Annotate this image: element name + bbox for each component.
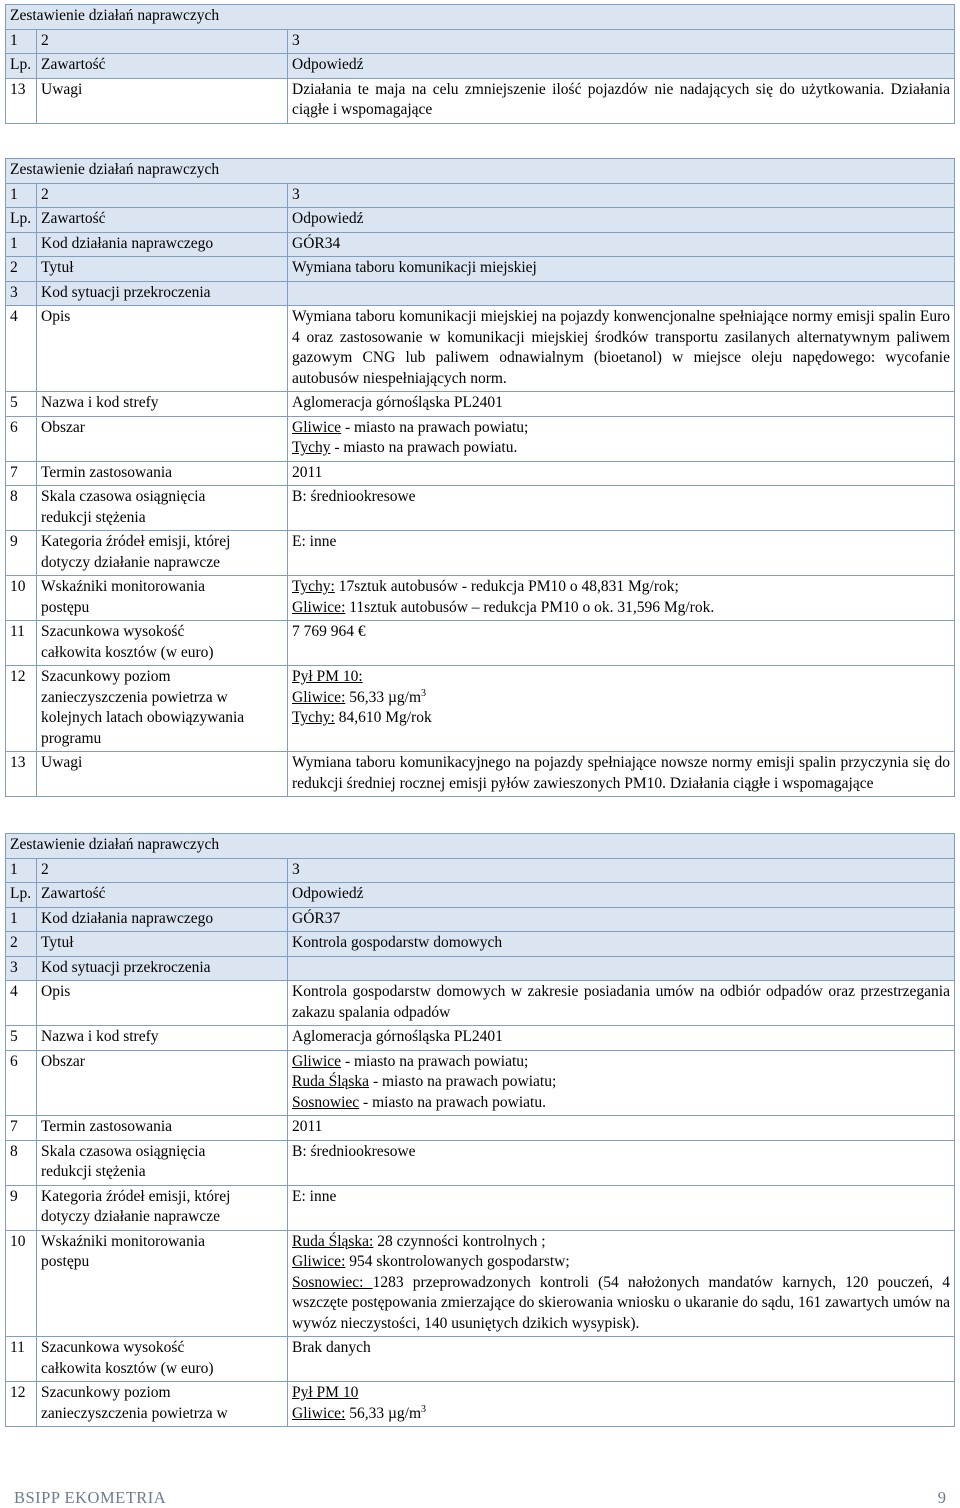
row-value: E: inne <box>288 531 955 576</box>
city-tychy: Tychy: <box>292 709 335 726</box>
label-line: Kategoria źródeł emisji, której <box>41 533 231 550</box>
row-label <box>37 1230 288 1337</box>
label-line: całkowita kosztów (w euro) <box>41 1359 214 1377</box>
row-value: Wymiana taboru komunikacyjnego na pojazdy spełniające nowsze normy emisji spalin przyczynia się do redukcji średniej rocznej emisji pyłów zawieszonych PM10. Działania ciągłe i wspomagające <box>288 752 955 797</box>
page-number: 9 <box>937 1488 946 1507</box>
header-zawartosc: Zawartość <box>37 54 288 79</box>
row-label <box>37 576 288 621</box>
indicator-desc: 1283 przeprowadzonych kontroli (54 nałożonych mandatów karnych, 120 pouczeń, 4 wszczęte postępowania zmierzające do skierowania wniosku o ukaranie do sądu, 161 zawartych umów na wywóz nieczystości, 140 usuniętych dzikich wysypisk). <box>292 1273 950 1332</box>
level-value: 56,33 µg/m <box>345 1404 422 1422</box>
city-ruda-slaska: Ruda Śląska <box>292 1073 370 1090</box>
table-caption: Zestawienie działań naprawczych <box>6 159 955 184</box>
row-num: 11 <box>6 1337 37 1382</box>
label-line: Skala czasowa osiągnięcia <box>41 488 206 505</box>
city-sosnowiec: Sosnowiec: <box>292 1273 373 1291</box>
row-label: Uwagi <box>37 78 288 123</box>
header-odpowiedz: Odpowiedź <box>288 54 955 79</box>
row-num: 11 <box>6 621 37 666</box>
row-label: Kod działania naprawczego <box>37 907 288 932</box>
city-gliwice: Gliwice <box>292 418 342 436</box>
row-value: Kontrola gospodarstw domowych <box>288 932 955 957</box>
indicator-desc: 28 czynności kontrolnych ; <box>373 1232 546 1250</box>
row-label <box>37 486 288 531</box>
header-zawartosc: Zawartość <box>37 883 288 908</box>
row-num: 6 <box>6 1050 37 1116</box>
city-gliwice: Gliwice: <box>292 688 346 706</box>
label-line: postępu <box>41 1253 90 1270</box>
row-num: 10 <box>6 576 37 621</box>
row-label: Nazwa i kod strefy <box>37 1026 288 1051</box>
row-value: Brak danych <box>288 1337 955 1382</box>
row-label: Tytuł <box>37 932 288 957</box>
footer-publisher: BSIPP EKOMETRIA <box>14 1488 167 1507</box>
colnum: 3 <box>288 29 955 54</box>
label-line: dotyczy działanie naprawcze <box>41 553 221 571</box>
colnum: 2 <box>37 29 288 54</box>
table-3 <box>5 833 955 1427</box>
row-num: 9 <box>6 1185 37 1230</box>
pm-label: Pył PM 10 <box>292 1384 359 1401</box>
row-label <box>37 621 288 666</box>
row-label: Uwagi <box>37 752 288 797</box>
row-num: 4 <box>6 981 37 1026</box>
row-num: 5 <box>6 392 37 417</box>
row-value <box>288 666 955 752</box>
indicator-desc: 11sztuk autobusów – redukcja PM10 o ok. 31,596 Mg/rok. <box>345 598 715 616</box>
label-line: dotyczy działanie naprawcze <box>41 1208 221 1225</box>
table-2 <box>5 158 955 797</box>
city-tychy: Tychy <box>292 439 331 456</box>
row-value: Działania te maja na celu zmniejszenie ilość pojazdów nie nadających się do użytkowania. Działania ciągłe i wspomagające <box>288 78 955 123</box>
indicator-desc: 954 skontrolowanych gospodarstw; <box>345 1253 570 1270</box>
row-label: Opis <box>37 981 288 1026</box>
indicator-desc: 17sztuk autobusów - redukcja PM10 o 48,831 Mg/rok; <box>334 578 679 595</box>
row-label <box>37 531 288 576</box>
row-num: 12 <box>6 666 37 752</box>
row-value <box>288 956 955 981</box>
row-num: 6 <box>6 416 37 461</box>
row-label: Obszar <box>37 416 288 461</box>
row-value: 2011 <box>288 1116 955 1141</box>
row-value: B: średniookresowe <box>288 486 955 531</box>
row-num: 12 <box>6 1382 37 1427</box>
header-lp: Lp. <box>6 883 37 908</box>
row-num: 2 <box>6 257 37 282</box>
colnum: 1 <box>6 858 37 883</box>
row-label <box>37 1140 288 1185</box>
row-label <box>37 1185 288 1230</box>
row-value: Aglomeracja górnośląska PL2401 <box>288 392 955 417</box>
row-value <box>288 1382 955 1427</box>
row-value: Aglomeracja górnośląska PL2401 <box>288 1026 955 1051</box>
row-num: 1 <box>6 232 37 257</box>
row-label: Nazwa i kod strefy <box>37 392 288 417</box>
label-line: programu <box>41 729 102 747</box>
label-line: Szacunkowy poziom <box>41 1384 171 1401</box>
area-desc: - miasto na prawach powiatu. <box>359 1093 546 1111</box>
label-line: postępu <box>41 598 90 616</box>
header-lp: Lp. <box>6 54 37 79</box>
city-gliwice: Gliwice <box>292 1052 342 1070</box>
city-gliwice: Gliwice: <box>292 1253 346 1270</box>
colnum: 1 <box>6 29 37 54</box>
pm-label: Pył PM 10: <box>292 668 363 685</box>
row-label: Obszar <box>37 1050 288 1116</box>
row-num: 7 <box>6 461 37 486</box>
area-desc: - miasto na prawach powiatu; <box>369 1073 557 1090</box>
row-value <box>288 1050 955 1116</box>
header-zawartosc: Zawartość <box>37 208 288 233</box>
city-tychy: Tychy: <box>292 578 335 595</box>
city-gliwice: Gliwice: <box>292 598 346 616</box>
row-value: Wymiana taboru komunikacji miejskiej na pojazdy konwencjonalne spełniające normy emisji spalin Euro 4 oraz zastosowanie w komunikacji miejskiej środków transportu zasilanych alternatywnym paliwem gazowym CNG lub paliwem odnawialnym (bioetanol) w miejsce oleju napędowego: wycofanie autobusów niespełniających norm. <box>288 306 955 392</box>
table-caption: Zestawienie działań naprawczych <box>6 834 955 859</box>
row-label: Tytuł <box>37 257 288 282</box>
row-value: 2011 <box>288 461 955 486</box>
row-num: 5 <box>6 1026 37 1051</box>
row-label: Kod sytuacji przekroczenia <box>37 281 288 306</box>
level-value: 56,33 µg/m <box>345 688 422 706</box>
row-num: 13 <box>6 78 37 123</box>
colnum: 1 <box>6 183 37 208</box>
label-line: Skala czasowa osiągnięcia <box>41 1142 206 1160</box>
row-value: Kontrola gospodarstw domowych w zakresie posiadania umów na odbiór odpadów oraz przestrzegania zakazu spalania odpadów <box>288 981 955 1026</box>
row-value: GÓR34 <box>288 232 955 257</box>
row-value <box>288 416 955 461</box>
table-1 <box>5 4 955 124</box>
colnum: 3 <box>288 183 955 208</box>
label-line: zanieczyszczenia powietrza w <box>41 1404 228 1422</box>
row-num: 1 <box>6 907 37 932</box>
colnum: 2 <box>37 183 288 208</box>
header-odpowiedz: Odpowiedź <box>288 208 955 233</box>
colnum: 3 <box>288 858 955 883</box>
row-num: 13 <box>6 752 37 797</box>
colnum: 2 <box>37 858 288 883</box>
unit-exponent: 3 <box>421 687 427 699</box>
city-gliwice: Gliwice: <box>292 1404 346 1422</box>
row-num: 10 <box>6 1230 37 1337</box>
label-line: Szacunkowa wysokość <box>41 1339 185 1356</box>
row-label: Termin zastosowania <box>37 1116 288 1141</box>
row-value: Wymiana taboru komunikacji miejskiej <box>288 257 955 282</box>
level-value: 84,610 Mg/rok <box>334 709 432 726</box>
label-line: zanieczyszczenia powietrza w <box>41 688 228 706</box>
label-line: Wskaźniki monitorowania <box>41 1232 205 1250</box>
row-value: B: średniookresowe <box>288 1140 955 1185</box>
row-label: Kod sytuacji przekroczenia <box>37 956 288 981</box>
row-label: Opis <box>37 306 288 392</box>
row-num: 8 <box>6 1140 37 1185</box>
row-num: 2 <box>6 932 37 957</box>
row-value <box>288 576 955 621</box>
row-label: Termin zastosowania <box>37 461 288 486</box>
row-value: 7 769 964 € <box>288 621 955 666</box>
row-label <box>37 666 288 752</box>
area-desc: - miasto na prawach powiatu. <box>330 439 518 456</box>
unit-exponent: 3 <box>421 1403 427 1415</box>
label-line: Kategoria źródeł emisji, której <box>41 1187 231 1205</box>
label-line: Szacunkowa wysokość <box>41 623 185 640</box>
label-line: kolejnych latach obowiązywania <box>41 709 245 726</box>
table-caption: Zestawienie działań naprawczych <box>6 5 955 30</box>
row-num: 4 <box>6 306 37 392</box>
row-label: Kod działania naprawczego <box>37 232 288 257</box>
label-line: Szacunkowy poziom <box>41 668 171 685</box>
row-num: 3 <box>6 956 37 981</box>
label-line: redukcji stężenia <box>41 1163 146 1180</box>
row-value <box>288 1230 955 1337</box>
row-label <box>37 1382 288 1427</box>
area-desc: - miasto na prawach powiatu; <box>341 1052 529 1070</box>
label-line: całkowita kosztów (w euro) <box>41 643 214 661</box>
header-odpowiedz: Odpowiedź <box>288 883 955 908</box>
row-value: E: inne <box>288 1185 955 1230</box>
label-line: redukcji stężenia <box>41 508 146 526</box>
row-num: 3 <box>6 281 37 306</box>
city-ruda-slaska: Ruda Śląska: <box>292 1232 374 1250</box>
header-lp: Lp. <box>6 208 37 233</box>
row-num: 8 <box>6 486 37 531</box>
row-num: 9 <box>6 531 37 576</box>
label-line: Wskaźniki monitorowania <box>41 578 205 595</box>
area-desc: - miasto na prawach powiatu; <box>341 418 529 436</box>
row-num: 7 <box>6 1116 37 1141</box>
row-label <box>37 1337 288 1382</box>
row-value: GÓR37 <box>288 907 955 932</box>
row-value <box>288 281 955 306</box>
city-sosnowiec: Sosnowiec <box>292 1093 360 1111</box>
